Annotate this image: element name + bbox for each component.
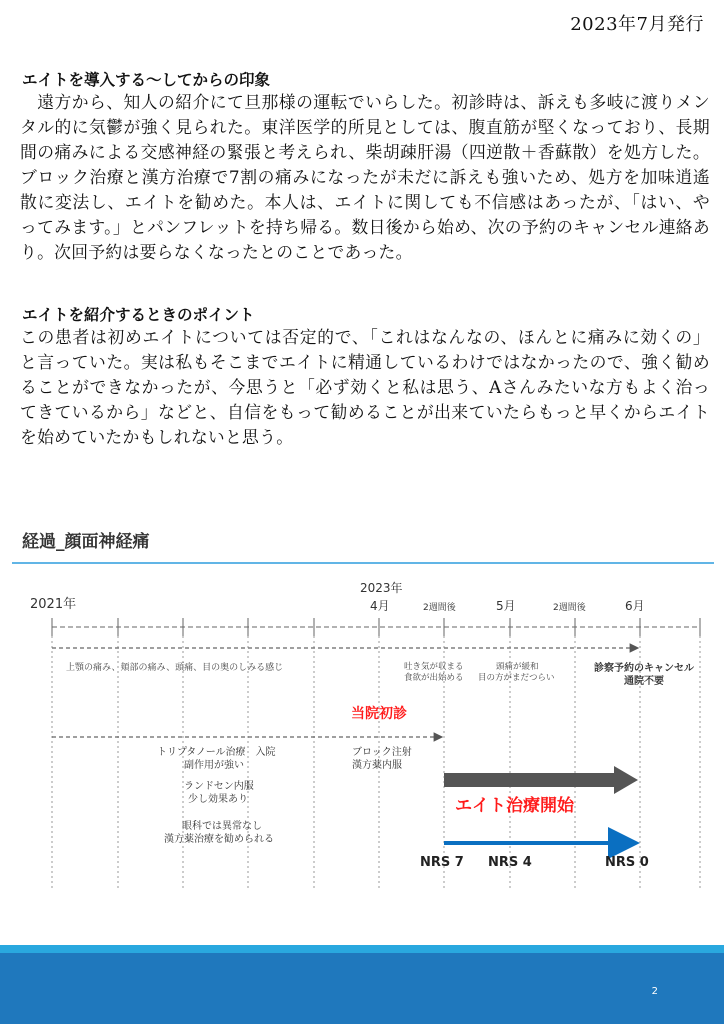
first-visit-label: 当院初診 (351, 706, 407, 722)
figure-title-rule (12, 562, 714, 564)
footer-accent-line (0, 945, 724, 953)
page-number: 2 (651, 986, 658, 997)
prior-tx-3a: 眼科では異常なし (182, 821, 262, 832)
cancel-line1: 診察予約のキャンセル (594, 663, 694, 674)
prior-tx-1b: 副作用が強い (184, 760, 244, 771)
eight-start-label: エイト治療開始 (455, 796, 574, 816)
nausea-line1: 吐き気が収まる (404, 662, 464, 672)
section1-text: 遠方から、知人の紹介にて旦那様の運転でいらした。初診時は、訴えも多岐に渡りメンタル的に気鬱が強く見られた。東洋医学的所見としては、腹直筋が堅くなっており、長期間の痛みによる交感神経の緊張と考えられ、柴胡疎肝湯（四逆散＋香蘇散）を処方した。ブロック治療と漢方治療で7割の痛みになったが未だに訴えも強いため、処方を加味逍遙散に変法し、エイトを勧めた。本人は、エイトに関しても不信感はあったが、「はい、やってみます。」とパンフレットを持ち帰る。数日後から始め、次の予約のキャンセル連絡あり。次回予約は要らなくなったとのことであった。 (20, 92, 710, 262)
block-line2: 漢方薬内服 (352, 760, 402, 771)
prior-tx-1a: トリプタノール治療 入院 (157, 747, 276, 758)
headache-line2: 目の方がまだつらい (478, 673, 555, 683)
nrs-4: NRS 4 (488, 855, 532, 870)
eight-period-arrow (444, 766, 638, 794)
label-apr: 4月 (370, 599, 390, 613)
nrs-0: NRS 0 (605, 855, 649, 870)
section2-body (20, 325, 710, 450)
section2-heading: エイトを紹介するときのポイント (22, 306, 255, 324)
label-jun: 6月 (625, 599, 645, 613)
symptoms-text: 上顎の痛み、頬部の痛み、頭痛、目の奥のしみる感じ (66, 663, 284, 673)
section1-heading: エイトを導入する〜してからの印象 (22, 71, 271, 89)
footer-bar (0, 953, 724, 1024)
section2-text: この患者は初めエイトについては否定的で、「これはなんなの、ほんとに痛みに効くの」と言っていた。実は私もそこまでエイトに精通しているわけではなかったので、強く勧めることができなかったが、今思うと「必ず効くと私は思う、Aさんみたいな方もよく治ってきているから」などと、自信をもって勧めることが出来ていたらもっと早くからエイトを始めていたかもしれないと思う。 (20, 327, 710, 447)
cancel-line2: 通院不要 (624, 676, 664, 687)
prior-tx-2a: ランドセン内服 (184, 781, 254, 792)
figure-title: 経過_顔面神経痛 (22, 532, 150, 552)
prior-tx-3b: 漢方薬治療を勧められる (164, 834, 274, 845)
block-line1: ブロック注射 (352, 747, 412, 758)
label-may: 5月 (496, 599, 516, 613)
headache-line1: 頭痛が緩和 (496, 662, 539, 672)
label-2021: 2021年 (30, 597, 77, 612)
label-2weeks-a: 2週間後 (423, 603, 456, 613)
nausea-line2: 食欲が出始める (404, 673, 464, 683)
timeline-figure (12, 570, 714, 900)
timeline-axis (52, 618, 700, 636)
issue-date: 2023年7月発行 (570, 14, 704, 35)
section1-body (20, 90, 710, 265)
prior-tx-2b: 少し効果あり (188, 794, 248, 805)
label-2023: 2023年 (360, 581, 403, 595)
nrs-7: NRS 7 (420, 855, 464, 870)
label-2weeks-b: 2週間後 (553, 603, 586, 613)
